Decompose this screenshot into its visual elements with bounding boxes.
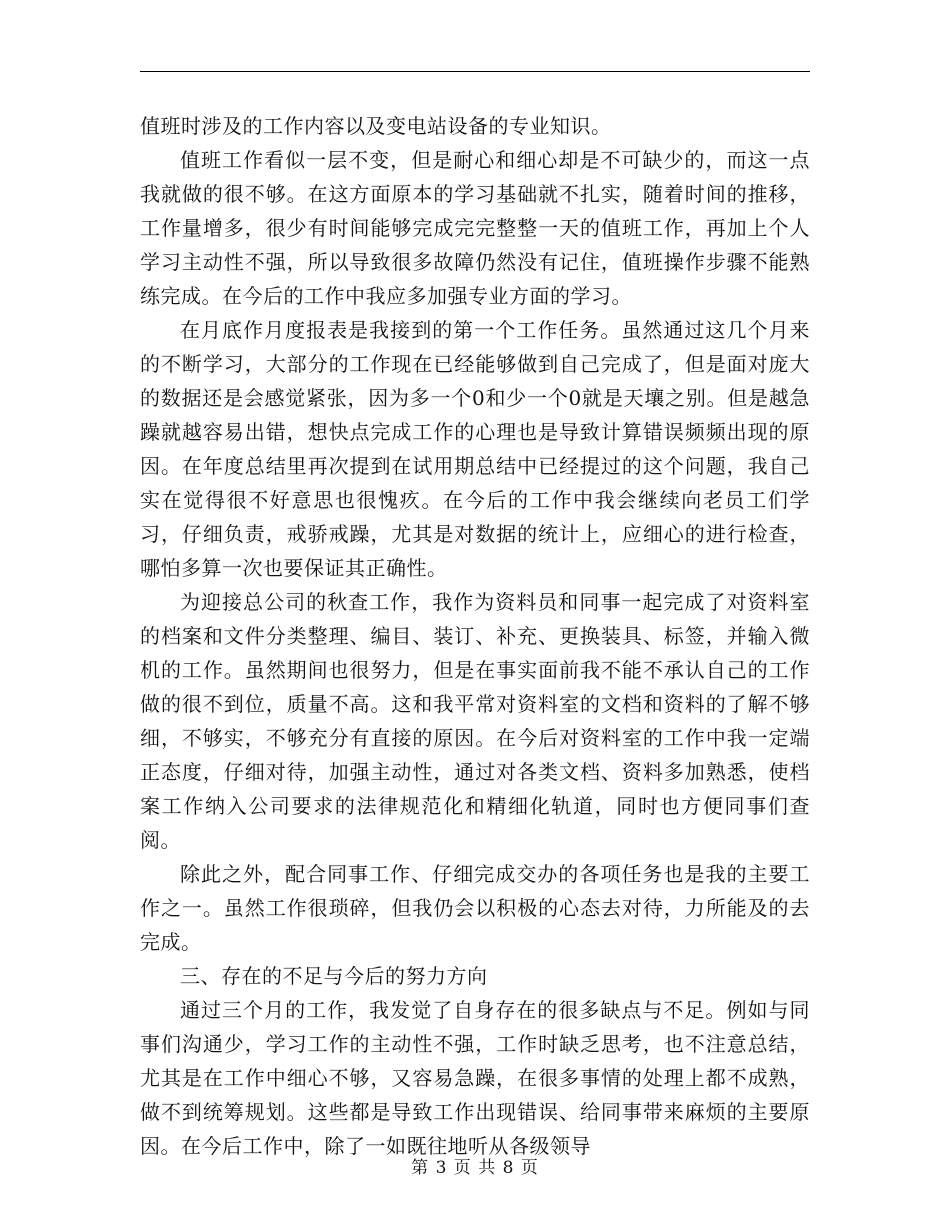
paragraph: 为迎接总公司的秋查工作，我作为资料员和同事一起完成了对资料室的档案和文件分类整理、编目、装订、补充、更换装具、标签，并输入微机的工作。虽然期间也很努力，但是在事实面前我不能不承认自己的工作做的很不到位，质量不高。这和我平常对资料室的文档和资料的了解不够细，不够实，不够充分有直接的原因。在今后对资料室的工作中我一定端正态度，仔细对待，加强主动性，通过对各类文档、资料多加熟悉，使档案工作纳入公司要求的法律规范化和精细化轨道，同时也方便同事们查阅。 bbox=[140, 590, 810, 852]
paragraph: 通过三个月的工作，我发觉了自身存在的很多缺点与不足。例如与同事们沟通少，学习工作的主动性不强，工作时缺乏思考，也不注意总结，尤其是在工作中细心不够，又容易急躁，在很多事情的处理上都不成熟，做不到统筹规划。这些都是导致工作出现错误、给同事带来麻烦的主要原因。在今后工作中，除了一如既往地听从各级领导 bbox=[140, 998, 810, 1158]
paragraph: 在月底作月度报表是我接到的第一个工作任务。虽然通过这几个月来的不断学习，大部分的工作现在已经能够做到自己完成了，但是面对庞大的数据还是会感觉紧张，因为多一个0和少一个0就是天壤之别。但是越急躁就越容易出错，想快点完成工作的心理也是导致计算错误频频出现的原因。在年度总结里再次提到在试用期总结中已经提过的这个问题，我自己实在觉得很不好意思也很愧疚。在今后的工作中我会继续向老员工们学习，仔细负责，戒骄戒躁，尤其是对数据的统计上，应细心的进行检查，哪怕多算一次也要保证其正确性。 bbox=[140, 318, 810, 580]
header-rule bbox=[140, 71, 810, 72]
paragraph: 除此之外，配合同事工作、仔细完成交办的各项任务也是我的主要工作之一。虽然工作很琐碎，但我仍会以积极的心态去对待，力所能及的去完成。 bbox=[140, 862, 810, 954]
document-body bbox=[140, 109, 810, 1163]
paragraph: 值班工作看似一层不变，但是耐心和细心却是不可缺少的，而这一点我就做的很不够。在这方面原本的学习基础就不扎实，随着时间的推移，工作量增多，很少有时间能够完成完完整整一天的值班工作，再加上个人学习主动性不强，所以导致很多故障仍然没有记住，值班操作步骤不能熟练完成。在今后的工作中我应多加强专业方面的学习。 bbox=[140, 148, 810, 308]
page-number-footer: 第 3 页 共 8 页 bbox=[411, 1158, 539, 1178]
paragraph: 值班时涉及的工作内容以及变电站设备的专业知识。 bbox=[140, 114, 612, 138]
section-heading: 三、存在的不足与今后的努力方向 bbox=[180, 964, 488, 988]
